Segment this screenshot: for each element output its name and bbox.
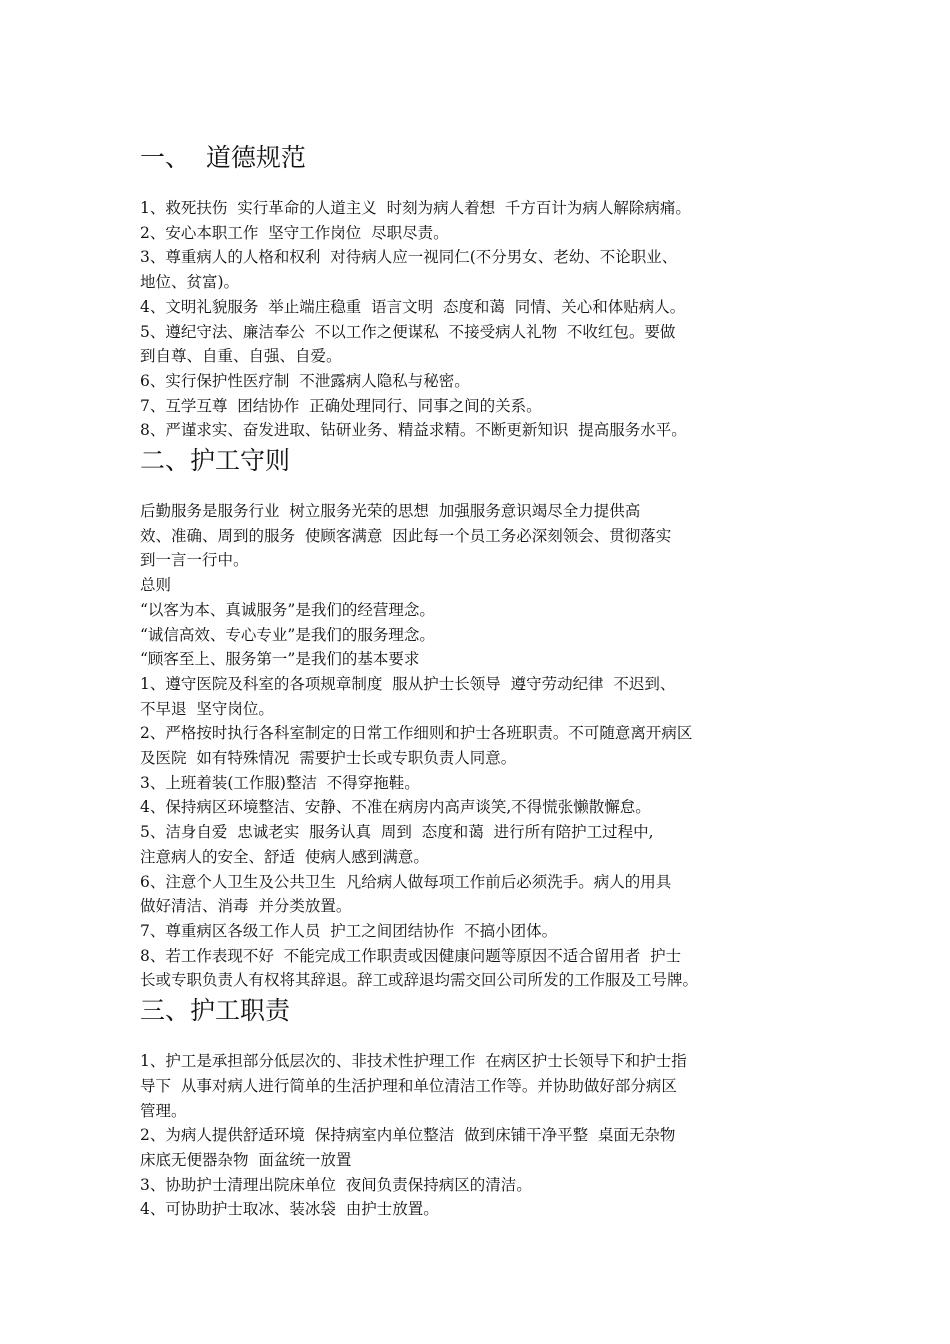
paragraph-line: 总则 — [140, 576, 172, 595]
paragraph-line: 导下 从事对病人进行简单的生活护理和单位清洁工作等。并协助做好部分病区 — [140, 1076, 677, 1095]
paragraph-line: 后勤服务是服务行业 树立服务光荣的思想 加强服务意识竭尽全力提供高 — [140, 502, 641, 521]
paragraph-line: 注意病人的安全、舒适 使病人感到满意。 — [140, 847, 429, 866]
paragraph-line: 到自尊、自重、自强、自爱。 — [140, 347, 342, 366]
paragraph-line: 4、可协助护士取冰、装冰袋 由护士放置。 — [140, 1200, 439, 1219]
paragraph-line: 3、上班着装(工作服)整洁 不得穿拖鞋。 — [140, 773, 420, 792]
paragraph-line: 做好清洁、消毒 并分类放置。 — [140, 897, 352, 916]
section-moral-code — [140, 140, 780, 443]
paragraph-line: 8、严谨求实、奋发进取、钻研业务、精益求精。不断更新知识 提高服务水平。 — [140, 421, 687, 440]
paragraph-line: 5、遵纪守法、廉洁奉公 不以工作之便谋私 不接受病人礼物 不收红包。要做 — [140, 322, 676, 341]
paragraph-line: 6、实行保护性医疗制 不泄露病人隐私与秘密。 — [140, 371, 470, 390]
paragraph-line: “顾客至上、服务第一”是我们的基本要求 — [140, 650, 420, 669]
paragraph-line: 2、安心本职工作 坚守工作岗位 尽职尽责。 — [140, 223, 449, 242]
section-caregiver-rules — [140, 443, 780, 993]
paragraph-line: 效、准确、周到的服务 使顾客满意 因此每一个员工务必深刻领会、贯彻落实 — [140, 526, 672, 545]
paragraph-line: 不早退 坚守岗位。 — [140, 699, 274, 718]
paragraph-line: 4、文明礼貌服务 举止端庄稳重 语言文明 态度和蔼 同情、关心和体贴病人。 — [140, 297, 686, 316]
paragraph-line: 2、严格按时执行各科室制定的日常工作细则和护士各班职责。不可随意离开病区 — [140, 724, 693, 743]
paragraph-line: 1、遵守医院及科室的各项规章制度 服从护士长领导 遵守劳动纪律 不迟到、 — [140, 674, 676, 693]
paragraph-line: 8、若工作表现不好 不能完成工作职责或因健康问题等原因不适合留用者 护士 — [140, 946, 682, 965]
document-page — [140, 140, 780, 1222]
paragraph-line: 床底无便器杂物 面盆统一放置 — [140, 1150, 352, 1169]
paragraph-line: 4、保持病区环境整洁、安静、不准在病房内高声谈笑,不得慌张懒散懈怠。 — [140, 798, 651, 817]
section-heading: 二、护工守则 — [140, 446, 291, 476]
paragraph-line: “诚信高效、专心专业”是我们的服务理念。 — [140, 625, 435, 644]
paragraph-line: 5、洁身自爱 忠诚老实 服务认真 周到 态度和蔼 进行所有陪护工过程中, — [140, 823, 654, 842]
paragraph-line: 6、注意个人卫生及公共卫生 凡给病人做每项工作前后必须洗手。病人的用具 — [140, 872, 672, 891]
paragraph-line: 7、尊重病区各级工作人员 护工之间团结协作 不搞小团体。 — [140, 921, 558, 940]
paragraph-line: 管理。 — [140, 1101, 187, 1120]
paragraph-line: 1、救死扶伤 实行革命的人道主义 时刻为病人着想 千方百计为病人解除病痛。 — [140, 199, 691, 217]
section-heading: 三、护工职责 — [140, 996, 291, 1026]
paragraph-line: 长或专职负责人有权将其辞退。辞工或辞退均需交回公司所发的工作服及工号牌。 — [140, 971, 699, 990]
section-heading: 一、 道德规范 — [140, 143, 306, 172]
paragraph-line: 1、护工是承担部分低层次的、非技术性护理工作 在病区护士长领导下和护士指 — [140, 1052, 687, 1071]
paragraph-line: 及医院 如有特殊情况 需要护士长或专职负责人同意。 — [140, 749, 517, 768]
paragraph-line: 3、尊重病人的人格和权利 对待病人应一视同仁(不分男女、老幼、不论职业、 — [140, 248, 678, 267]
section-caregiver-duties — [140, 993, 780, 1222]
paragraph-line: 3、协助护士清理出院床单位 夜间负责保持病区的清洁。 — [140, 1175, 532, 1194]
paragraph-line: 到一言一行中。 — [140, 551, 249, 570]
paragraph-line: 2、为病人提供舒适环境 保持病室内单位整洁 做到床铺干净平整 桌面无杂物 — [140, 1126, 676, 1145]
paragraph-line: “以客为本、真诚服务”是我们的经营理念。 — [140, 600, 435, 619]
paragraph-line: 7、互学互尊 团结协作 正确处理同行、同事之间的关系。 — [140, 396, 542, 415]
paragraph-line: 地位、贫富)。 — [140, 273, 240, 292]
